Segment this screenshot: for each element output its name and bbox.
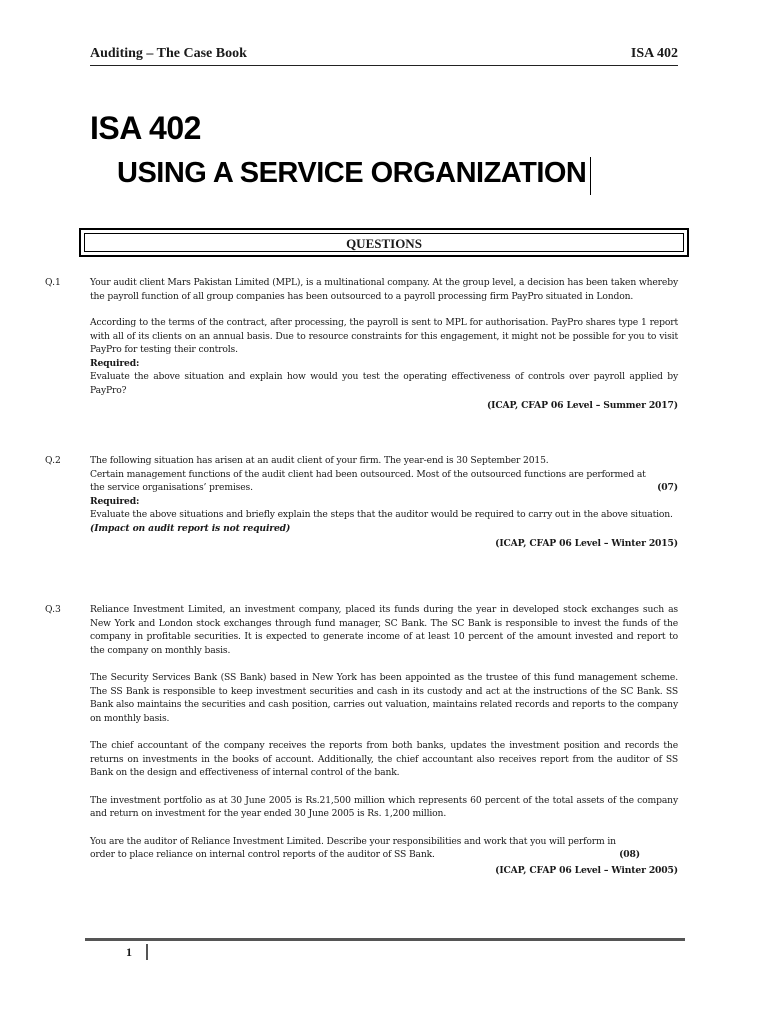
- question-number-3: Q.3: [45, 604, 61, 615]
- q3-paragraph-4: The investment portfolio as at 30 June 2005 is Rs.21,500 million which represents 60 percent of the total assets of the company and return on investment for the year ended 30 June 2005 is Rs. 1,200 million.: [90, 794, 678, 819]
- q2-line-3-row: [90, 481, 678, 495]
- q3-source: (ICAP, CFAP 06 Level – Winter 2005): [495, 864, 678, 876]
- question-3: [90, 603, 678, 877]
- q1-paragraph-1: Your audit client Mars Pakistan Limited (MPL), is a multinational company. At the group level, a decision has been taken whereby the payroll function of all group companies has been outsourced to a payroll processing firm PayPro situated in London.: [90, 277, 678, 302]
- q3-paragraph-3: The chief accountant of the company receives the reports from both banks, updates the investment position and records the returns on investments in the books of account. Additionally, the chief accountant also receives report from the auditor of SS Bank on the design and effectiveness of internal control of the bank.: [90, 740, 678, 778]
- q2-source: (ICAP, CFAP 06 Level – Winter 2015): [495, 538, 678, 549]
- q1-paragraph-2: According to the terms of the contract, after processing, the payroll is sent to MPL for authorisation. PayPro shares type 1 report with all of its clients on an annual basis. Due to resource constraints for this engagement, it might not be possible for you to visit PayPro for testing their controls.: [90, 317, 678, 355]
- q1-required-text: Evaluate the above situation and explain how would you test the operating effectiveness of controls over payroll applied by PayPro?: [90, 371, 678, 396]
- question-number-2: Q.2: [45, 455, 61, 466]
- q1-required-label: Required:: [90, 357, 140, 369]
- page-subtitle: USING A SERVICE ORGANIZATION: [117, 157, 591, 195]
- q2-marks: (07): [657, 482, 678, 493]
- q3-paragraph-2: The Security Services Bank (SS Bank) based in New York has been appointed as the trustee of this fund management scheme. The SS Bank is responsible to keep investment securities and cash in its custody and act at the instructions of the SC Bank. SS Bank also maintains the securities and cash position, carries out valuation, maintains related records and reports to the company on monthly basis.: [90, 672, 678, 724]
- q3-paragraph-1: Reliance Investment Limited, an investment company, placed its funds during the year in developed stock exchanges such as New York and London stock exchanges through fund manager, SC Bank. The SC Bank is responsible to invest the funds of the company in profitable securities. It is expected to generate income of at least 10 percent of the amount invested and report to the company on monthly basis.: [90, 604, 678, 656]
- question-2: [90, 454, 678, 551]
- section-banner: [79, 228, 689, 257]
- q2-line-1: The following situation has arisen at an audit client of your firm. The year-end is 30 September 2015.: [90, 455, 549, 466]
- q2-required-text: Evaluate the above situations and briefly explain the steps that the auditor would be required to carry out in the above situation.: [90, 509, 673, 520]
- page-title: ISA 402: [90, 110, 201, 146]
- standard-code: ISA 402: [630, 46, 678, 61]
- footer-rule: [85, 938, 685, 941]
- book-title: Auditing – The Case Book: [90, 46, 247, 61]
- running-header: [90, 46, 678, 66]
- q2-line-2: Certain management functions of the audit client had been outsourced. Most of the outsourced functions are performed at: [90, 468, 646, 480]
- q2-note: (Impact on audit report is not required): [90, 522, 291, 534]
- q3-paragraph-5-line-2: order to place reliance on internal control reports of the auditor of SS Bank.: [90, 849, 435, 860]
- question-number-1: Q.1: [45, 277, 61, 288]
- q3-marks: (08): [619, 849, 640, 860]
- q3-paragraph-5-row: [90, 848, 678, 862]
- page-number: 1: [118, 944, 148, 960]
- q2-required-label: Required:: [90, 495, 140, 507]
- q3-paragraph-5-line-1: You are the auditor of Reliance Investment Limited. Describe your responsibilities and work that you will perform in: [90, 835, 616, 847]
- q1-source: (ICAP, CFAP 06 Level – Summer 2017): [486, 400, 678, 411]
- section-label: QUESTIONS: [84, 233, 684, 252]
- question-1: [90, 276, 678, 413]
- q3-paragraph-5: [90, 835, 678, 862]
- q2-line-3: the service organisations’ premises.: [90, 482, 253, 493]
